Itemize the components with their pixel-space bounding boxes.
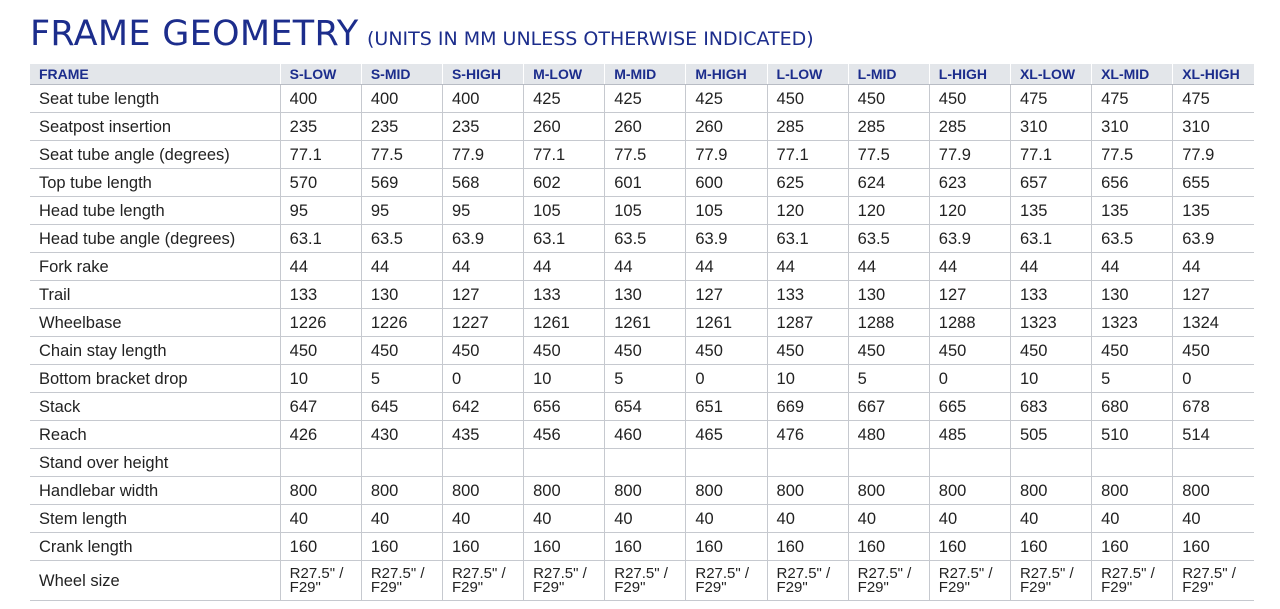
table-cell: 450 xyxy=(767,85,848,113)
table-cell: 645 xyxy=(361,393,442,421)
table-cell-wheel-size xyxy=(605,561,686,601)
table-cell: 133 xyxy=(1010,281,1091,309)
wheel-rear: R27.5" / xyxy=(1101,565,1155,582)
table-cell: 475 xyxy=(1173,85,1254,113)
table-cell: 63.1 xyxy=(1010,225,1091,253)
table-cell: 44 xyxy=(767,253,848,281)
table-cell: 135 xyxy=(1010,197,1091,225)
table-cell: 130 xyxy=(605,281,686,309)
table-cell: 105 xyxy=(686,197,767,225)
table-cell xyxy=(524,449,605,477)
table-cell: 683 xyxy=(1010,393,1091,421)
table-cell: 450 xyxy=(361,337,442,365)
wheel-front: F29" xyxy=(451,579,484,596)
column-header-size: M-HIGH xyxy=(686,64,767,85)
table-row xyxy=(30,421,1254,449)
table-cell: 5 xyxy=(605,365,686,393)
table-cell: 44 xyxy=(686,253,767,281)
column-header-size: XL-LOW xyxy=(1010,64,1091,85)
table-cell xyxy=(1010,449,1091,477)
table-cell: 44 xyxy=(605,253,686,281)
table-cell: 40 xyxy=(686,505,767,533)
table-cell: 510 xyxy=(1092,421,1173,449)
table-cell: 505 xyxy=(1010,421,1091,449)
wheel-front: F29" xyxy=(857,579,889,596)
table-cell: 40 xyxy=(280,505,361,533)
table-cell: 450 xyxy=(848,337,929,365)
table-cell: 430 xyxy=(361,421,442,449)
table-cell: 475 xyxy=(1092,85,1173,113)
wheel-front: F29" xyxy=(1182,579,1214,596)
table-cell: 44 xyxy=(1010,253,1091,281)
table-row xyxy=(30,505,1254,533)
table-cell: 1227 xyxy=(442,309,523,337)
table-cell: 435 xyxy=(442,421,523,449)
table-cell: 465 xyxy=(686,421,767,449)
table-cell xyxy=(442,449,523,477)
table-cell: 44 xyxy=(929,253,1010,281)
table-cell: 651 xyxy=(686,393,767,421)
table-row xyxy=(30,533,1254,561)
table-row-wheel-size xyxy=(30,561,1254,601)
table-cell: 800 xyxy=(1010,477,1091,505)
table-cell: 1261 xyxy=(524,309,605,337)
row-label: Wheel size xyxy=(30,561,280,601)
table-cell: 425 xyxy=(686,85,767,113)
table-cell: 63.9 xyxy=(1173,225,1254,253)
column-header-size: S-LOW xyxy=(280,64,361,85)
table-cell: 105 xyxy=(605,197,686,225)
table-cell: 5 xyxy=(361,365,442,393)
table-row xyxy=(30,169,1254,197)
table-cell: 0 xyxy=(686,365,767,393)
table-cell: 642 xyxy=(442,393,523,421)
table-cell: 450 xyxy=(686,337,767,365)
wheel-rear: R27.5" / xyxy=(1182,565,1236,582)
column-header-size: L-HIGH xyxy=(929,64,1010,85)
row-label: Chain stay length xyxy=(30,337,280,365)
table-cell: 570 xyxy=(280,169,361,197)
table-cell: 160 xyxy=(686,533,767,561)
table-cell: 40 xyxy=(1173,505,1254,533)
table-cell: 120 xyxy=(929,197,1010,225)
table-cell: 160 xyxy=(524,533,605,561)
table-cell-wheel-size xyxy=(524,561,605,601)
table-cell: 95 xyxy=(280,197,361,225)
wheel-rear: R27.5" / xyxy=(776,565,831,582)
table-cell: 800 xyxy=(524,477,605,505)
table-cell: 77.5 xyxy=(848,141,929,169)
table-cell: 10 xyxy=(524,365,605,393)
table-cell: 127 xyxy=(1173,281,1254,309)
table-cell xyxy=(280,449,361,477)
geometry-table xyxy=(30,64,1254,601)
column-header-frame: FRAME xyxy=(30,64,280,85)
table-cell: 800 xyxy=(929,477,1010,505)
table-cell: 0 xyxy=(929,365,1010,393)
row-label: Seat tube angle (degrees) xyxy=(30,141,280,169)
table-cell: 1261 xyxy=(605,309,686,337)
table-cell: 656 xyxy=(1092,169,1173,197)
table-cell: 310 xyxy=(1010,113,1091,141)
table-cell: 133 xyxy=(767,281,848,309)
table-row xyxy=(30,281,1254,309)
table-cell: 120 xyxy=(767,197,848,225)
wheel-rear: R27.5" / xyxy=(370,565,425,582)
table-cell: 475 xyxy=(1010,85,1091,113)
column-header-size: S-MID xyxy=(361,64,442,85)
wheel-front: F29" xyxy=(1019,579,1052,596)
table-cell: 160 xyxy=(1092,533,1173,561)
table-cell-wheel-size xyxy=(848,561,929,601)
table-cell: 1288 xyxy=(929,309,1010,337)
table-row xyxy=(30,253,1254,281)
table-row xyxy=(30,141,1254,169)
row-label: Crank length xyxy=(30,533,280,561)
table-cell: 800 xyxy=(848,477,929,505)
table-cell: 127 xyxy=(686,281,767,309)
table-cell: 1323 xyxy=(1010,309,1091,337)
table-body xyxy=(30,85,1254,601)
table-cell: 77.5 xyxy=(361,141,442,169)
table-cell: 450 xyxy=(1173,337,1254,365)
row-label: Stand over height xyxy=(30,449,280,477)
wheel-rear: R27.5" / xyxy=(451,565,506,582)
table-cell: 235 xyxy=(442,113,523,141)
table-cell: 1287 xyxy=(767,309,848,337)
table-cell: 44 xyxy=(524,253,605,281)
table-cell: 400 xyxy=(280,85,361,113)
table-cell: 127 xyxy=(929,281,1010,309)
table-cell: 1323 xyxy=(1092,309,1173,337)
table-cell: 77.5 xyxy=(1092,141,1173,169)
table-cell: 800 xyxy=(280,477,361,505)
table-cell-wheel-size xyxy=(1010,561,1091,601)
table-cell: 63.5 xyxy=(605,225,686,253)
table-cell: 40 xyxy=(442,505,523,533)
table-cell: 10 xyxy=(767,365,848,393)
table-row xyxy=(30,477,1254,505)
wheel-front: F29" xyxy=(533,579,565,596)
table-cell: 657 xyxy=(1010,169,1091,197)
table-cell: 160 xyxy=(1173,533,1254,561)
table-cell: 456 xyxy=(524,421,605,449)
table-cell: 665 xyxy=(929,393,1010,421)
table-cell: 160 xyxy=(848,533,929,561)
wheel-rear: R27.5" / xyxy=(1019,565,1074,582)
table-cell: 602 xyxy=(524,169,605,197)
table-cell: 95 xyxy=(361,197,442,225)
table-cell: 654 xyxy=(605,393,686,421)
table-cell: 10 xyxy=(1010,365,1091,393)
table-row xyxy=(30,393,1254,421)
table-cell: 44 xyxy=(361,253,442,281)
table-cell: 130 xyxy=(1092,281,1173,309)
table-cell: 476 xyxy=(767,421,848,449)
table-cell: 63.9 xyxy=(442,225,523,253)
table-cell: 450 xyxy=(767,337,848,365)
row-label: Head tube length xyxy=(30,197,280,225)
wheel-front: F29" xyxy=(776,579,808,596)
wheel-front: F29" xyxy=(1101,579,1133,596)
table-cell: 10 xyxy=(280,365,361,393)
table-cell: 77.1 xyxy=(1010,141,1091,169)
row-label: Handlebar width xyxy=(30,477,280,505)
wheel-rear: R27.5" / xyxy=(695,565,750,582)
table-cell: 310 xyxy=(1173,113,1254,141)
table-cell: 450 xyxy=(605,337,686,365)
column-header-size: M-LOW xyxy=(524,64,605,85)
table-cell: 656 xyxy=(524,393,605,421)
table-cell: 310 xyxy=(1092,113,1173,141)
table-cell: 63.5 xyxy=(848,225,929,253)
row-label: Head tube angle (degrees) xyxy=(30,225,280,253)
table-cell: 160 xyxy=(280,533,361,561)
table-cell-wheel-size xyxy=(361,561,442,601)
table-cell: 800 xyxy=(767,477,848,505)
title-main: FRAME GEOMETRY xyxy=(30,14,359,54)
table-row xyxy=(30,309,1254,337)
table-cell: 160 xyxy=(361,533,442,561)
table-cell xyxy=(929,449,1010,477)
table-cell: 40 xyxy=(767,505,848,533)
column-header-size: XL-HIGH xyxy=(1173,64,1254,85)
table-cell: 285 xyxy=(767,113,848,141)
table-cell: 800 xyxy=(442,477,523,505)
header-row xyxy=(30,64,1254,85)
table-cell: 120 xyxy=(848,197,929,225)
table-cell: 63.1 xyxy=(280,225,361,253)
table-cell: 0 xyxy=(442,365,523,393)
table-cell: 95 xyxy=(442,197,523,225)
table-cell: 450 xyxy=(929,85,1010,113)
table-cell: 680 xyxy=(1092,393,1173,421)
table-cell: 425 xyxy=(605,85,686,113)
table-cell: 135 xyxy=(1173,197,1254,225)
table-cell: 40 xyxy=(1010,505,1091,533)
wheel-rear: R27.5" / xyxy=(533,565,587,582)
row-label: Trail xyxy=(30,281,280,309)
table-cell-wheel-size xyxy=(1092,561,1173,601)
table-cell: 160 xyxy=(605,533,686,561)
table-cell: 600 xyxy=(686,169,767,197)
table-cell: 800 xyxy=(1173,477,1254,505)
table-cell: 235 xyxy=(280,113,361,141)
wheel-rear: R27.5" / xyxy=(614,565,668,582)
table-cell: 160 xyxy=(767,533,848,561)
row-label: Seat tube length xyxy=(30,85,280,113)
table-cell: 800 xyxy=(686,477,767,505)
table-cell: 624 xyxy=(848,169,929,197)
table-cell-wheel-size xyxy=(1173,561,1254,601)
table-row xyxy=(30,337,1254,365)
table-cell: 133 xyxy=(280,281,361,309)
table-cell: 77.9 xyxy=(1173,141,1254,169)
table-cell: 1261 xyxy=(686,309,767,337)
table-cell-wheel-size xyxy=(280,561,361,601)
table-cell: 77.1 xyxy=(767,141,848,169)
table-cell: 77.1 xyxy=(524,141,605,169)
wheel-front: F29" xyxy=(938,579,970,596)
wheel-rear: R27.5" / xyxy=(857,565,912,582)
table-cell: 667 xyxy=(848,393,929,421)
table-cell-wheel-size xyxy=(442,561,523,601)
table-cell: 44 xyxy=(1173,253,1254,281)
row-label: Fork rake xyxy=(30,253,280,281)
table-cell: 77.9 xyxy=(442,141,523,169)
table-cell: 450 xyxy=(848,85,929,113)
table-cell: 44 xyxy=(442,253,523,281)
table-cell: 669 xyxy=(767,393,848,421)
table-cell: 127 xyxy=(442,281,523,309)
table-cell: 0 xyxy=(1173,365,1254,393)
table-header xyxy=(30,64,1254,85)
table-cell: 800 xyxy=(361,477,442,505)
table-cell: 40 xyxy=(524,505,605,533)
wheel-front: F29" xyxy=(614,579,646,596)
table-cell: 569 xyxy=(361,169,442,197)
table-cell: 130 xyxy=(361,281,442,309)
table-cell: 678 xyxy=(1173,393,1254,421)
table-cell: 260 xyxy=(524,113,605,141)
table-row xyxy=(30,365,1254,393)
table-cell: 77.5 xyxy=(605,141,686,169)
table-cell: 460 xyxy=(605,421,686,449)
table-cell: 63.9 xyxy=(929,225,1010,253)
table-cell: 400 xyxy=(361,85,442,113)
table-cell: 133 xyxy=(524,281,605,309)
wheel-front: F29" xyxy=(370,579,402,596)
column-header-size: L-MID xyxy=(848,64,929,85)
title-subtitle: (UNITS IN MM UNLESS OTHERWISE INDICATED) xyxy=(367,28,814,50)
row-label: Wheelbase xyxy=(30,309,280,337)
table-cell: 40 xyxy=(848,505,929,533)
table-cell: 1226 xyxy=(280,309,361,337)
table-cell: 285 xyxy=(848,113,929,141)
table-cell: 130 xyxy=(848,281,929,309)
table-cell: 450 xyxy=(1010,337,1091,365)
column-header-size: M-MID xyxy=(605,64,686,85)
table-cell: 1288 xyxy=(848,309,929,337)
table-cell: 77.1 xyxy=(280,141,361,169)
table-cell: 450 xyxy=(524,337,605,365)
table-row xyxy=(30,85,1254,113)
table-cell: 260 xyxy=(605,113,686,141)
wheel-front: F29" xyxy=(695,579,727,596)
table-cell: 450 xyxy=(280,337,361,365)
table-cell-wheel-size xyxy=(767,561,848,601)
row-label: Seatpost insertion xyxy=(30,113,280,141)
wheel-front: F29" xyxy=(289,579,321,596)
table-cell: 625 xyxy=(767,169,848,197)
table-cell: 425 xyxy=(524,85,605,113)
table-cell: 40 xyxy=(929,505,1010,533)
table-row xyxy=(30,225,1254,253)
table-row xyxy=(30,113,1254,141)
column-header-size: S-HIGH xyxy=(442,64,523,85)
table-cell: 40 xyxy=(605,505,686,533)
table-cell: 40 xyxy=(1092,505,1173,533)
row-label: Stem length xyxy=(30,505,280,533)
row-label: Stack xyxy=(30,393,280,421)
page-title xyxy=(30,14,814,60)
table-cell xyxy=(848,449,929,477)
table-cell: 647 xyxy=(280,393,361,421)
table-cell: 655 xyxy=(1173,169,1254,197)
table-cell xyxy=(361,449,442,477)
table-cell: 235 xyxy=(361,113,442,141)
table-cell: 5 xyxy=(1092,365,1173,393)
table-cell: 450 xyxy=(1092,337,1173,365)
table-cell: 44 xyxy=(280,253,361,281)
table-cell: 135 xyxy=(1092,197,1173,225)
table-cell: 63.9 xyxy=(686,225,767,253)
table-cell: 160 xyxy=(929,533,1010,561)
table-cell: 44 xyxy=(848,253,929,281)
table-cell xyxy=(1173,449,1254,477)
table-cell: 480 xyxy=(848,421,929,449)
table-cell: 1226 xyxy=(361,309,442,337)
table-cell xyxy=(767,449,848,477)
table-cell xyxy=(1092,449,1173,477)
table-cell: 260 xyxy=(686,113,767,141)
table-cell: 568 xyxy=(442,169,523,197)
table-cell: 400 xyxy=(442,85,523,113)
table-cell: 800 xyxy=(1092,477,1173,505)
row-label: Top tube length xyxy=(30,169,280,197)
table-cell: 450 xyxy=(442,337,523,365)
wheel-rear: R27.5" / xyxy=(289,565,344,582)
table-row xyxy=(30,449,1254,477)
table-cell: 40 xyxy=(361,505,442,533)
table-cell: 44 xyxy=(1092,253,1173,281)
table-cell: 426 xyxy=(280,421,361,449)
table-cell: 63.5 xyxy=(361,225,442,253)
table-cell-wheel-size xyxy=(686,561,767,601)
column-header-size: XL-MID xyxy=(1092,64,1173,85)
table-cell: 77.9 xyxy=(686,141,767,169)
table-cell: 800 xyxy=(605,477,686,505)
row-label: Reach xyxy=(30,421,280,449)
wheel-rear: R27.5" / xyxy=(938,565,993,582)
table-cell: 63.1 xyxy=(767,225,848,253)
table-cell: 77.9 xyxy=(929,141,1010,169)
table-cell-wheel-size xyxy=(929,561,1010,601)
row-label: Bottom bracket drop xyxy=(30,365,280,393)
table-cell: 450 xyxy=(929,337,1010,365)
table-row xyxy=(30,197,1254,225)
table-cell: 485 xyxy=(929,421,1010,449)
table-cell: 160 xyxy=(1010,533,1091,561)
table-cell: 1324 xyxy=(1173,309,1254,337)
table-cell: 105 xyxy=(524,197,605,225)
table-cell: 160 xyxy=(442,533,523,561)
column-header-size: L-LOW xyxy=(767,64,848,85)
table-cell: 63.5 xyxy=(1092,225,1173,253)
table-cell xyxy=(686,449,767,477)
table-cell: 514 xyxy=(1173,421,1254,449)
table-cell: 285 xyxy=(929,113,1010,141)
table-cell xyxy=(605,449,686,477)
table-cell: 601 xyxy=(605,169,686,197)
table-cell: 63.1 xyxy=(524,225,605,253)
table-cell: 623 xyxy=(929,169,1010,197)
table-cell: 5 xyxy=(848,365,929,393)
